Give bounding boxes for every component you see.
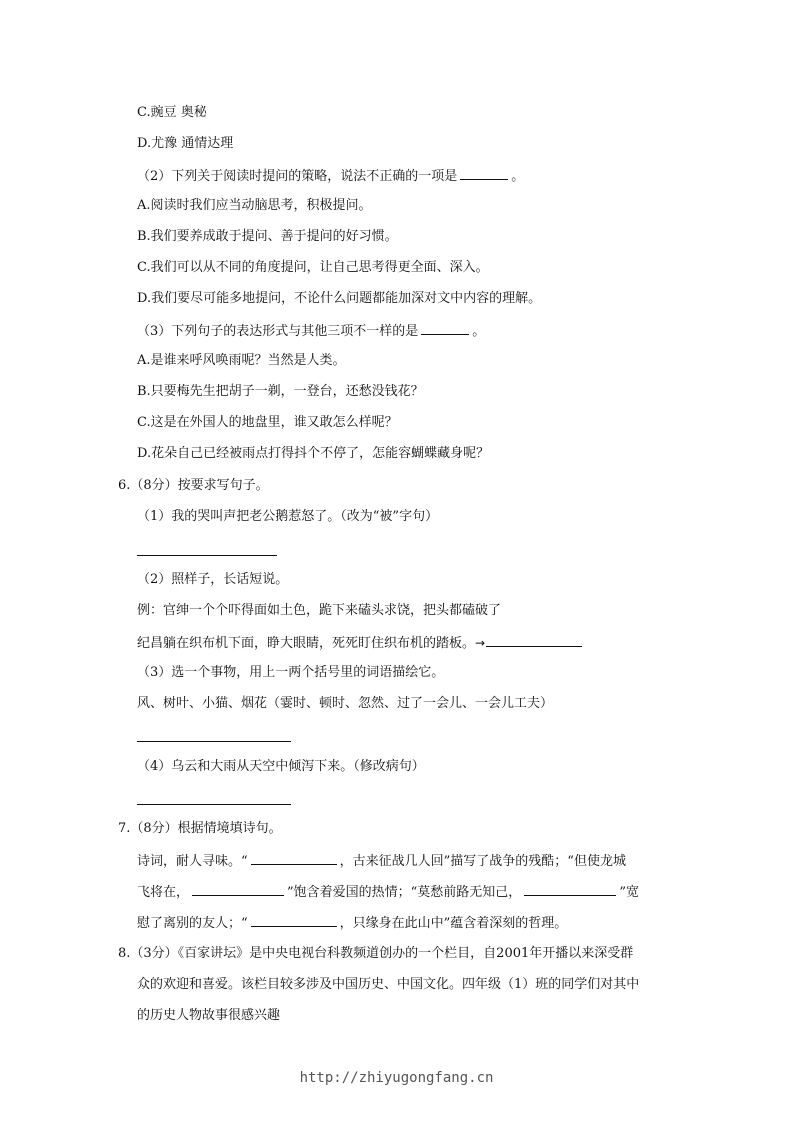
q6-2-task (137, 633, 585, 653)
q8-line-2: 众的欢迎和喜爱。该栏目较多涉及中国历史、中国文化。四年级（1）班的同学们对其中 (137, 977, 640, 992)
q6-2-answer-blank[interactable] (486, 633, 582, 647)
q7-line-2 (137, 882, 639, 902)
q7-blank-3[interactable] (524, 882, 616, 896)
q5-3-stem-end: 。 (472, 324, 486, 339)
q7-line-1-start: 诗词，耐人寻味。“ (137, 854, 248, 869)
q6-3-answer-line[interactable] (137, 741, 291, 742)
q5-2-option-b: B.我们要养成敢于提问、善于提问的好习惯。 (137, 229, 398, 244)
q6-title: 6.（8分）按要求写句子。 (118, 478, 269, 493)
q6-1-prompt: （1）我的哭叫声把老公鹅惹怒了。（改为“被”字句） (137, 509, 439, 524)
q6-4-prompt: （4）乌云和大雨从天空中倾泻下来。（修改病句） (137, 759, 425, 774)
arrow-right-icon: → (475, 636, 486, 650)
q5-2-option-a: A.阅读时我们应当动脑思考，积极提问。 (137, 198, 372, 213)
q5-2-option-d: D.我们要尽可能多地提问，不论什么问题都能加深对文中内容的理解。 (137, 291, 542, 306)
q7-blank-1[interactable] (251, 851, 337, 865)
q6-3-words: 风、树叶、小猫、烟花（霎时、顿时、忽然、过了一会儿、一会儿工夫） (137, 696, 554, 711)
q7-line-3 (137, 913, 567, 933)
q7-title: 7.（8分）根据情境填诗句。 (118, 821, 282, 836)
q5-3-option-c: C.这是在外国人的地盘里，谁又敢怎么样呢？ (137, 415, 398, 430)
q8-line-1: 8.（3分）《百家讲坛》是中央电视台科教频道创办的一个栏目，自2001年开播以来深受群 (118, 946, 634, 961)
q6-1-answer-line[interactable] (137, 555, 277, 556)
q6-2-task-text: 纪昌躺在织布机下面，睁大眼睛，死死盯住织布机的踏板。 (137, 636, 476, 651)
q7-line-1-end: ，古来征战几人回”描写了战争的残酷；“但使龙城 (339, 854, 626, 869)
q6-2-example: 例：官绅一个个吓得面如土色，跪下来磕头求饶，把头都磕破了 (137, 603, 502, 618)
q5-option-c: C.豌豆 奥秘 (137, 105, 207, 120)
q5-2-answer-blank[interactable] (460, 166, 508, 180)
footer-url[interactable]: http://zhiyugongfang.cn (299, 1070, 494, 1086)
q6-3-prompt: （3）选一个事物，用上一两个括号里的词语描绘它。 (137, 665, 445, 680)
q7-blank-4[interactable] (251, 913, 337, 927)
q7-line-1 (137, 851, 626, 871)
q5-2-stem (137, 166, 524, 186)
q5-3-stem-text: （3）下列句子的表达形式与其他三项不一样的是 (137, 324, 419, 339)
q5-3-answer-blank[interactable] (421, 321, 469, 335)
q7-line-2-end: ”宽 (619, 885, 639, 900)
q6-2-prompt: （2）照样子，长话短说。 (137, 572, 289, 587)
q5-2-stem-end: 。 (511, 169, 525, 184)
q7-line-2-start: 飞将在， (137, 885, 190, 900)
q8-line-3: 的历史人物故事很感兴趣 (137, 1008, 281, 1023)
q5-3-option-d: D.花朵自己已经被雨点打得抖个不停了，怎能容蝴蝶藏身呢？ (137, 446, 490, 461)
q5-3-stem (137, 321, 485, 341)
q5-2-option-c: C.我们可以从不同的角度提问，让自己思考得更全面、深入。 (137, 260, 489, 275)
q7-line-3-end: ，只缘身在此山中”蕴含着深刻的哲理。 (339, 916, 568, 931)
q5-3-option-a: A.是谁来呼风唤雨呢？当然是人类。 (137, 353, 346, 368)
q5-option-d: D.尤豫 通情达理 (137, 136, 234, 151)
q6-4-answer-line[interactable] (137, 804, 291, 805)
q5-2-stem-text: （2）下列关于阅读时提问的策略，说法不正确的一项是 (137, 169, 458, 184)
q5-3-option-b: B.只要梅先生把胡子一剃，一登台，还愁没钱花？ (137, 384, 424, 399)
q7-blank-2[interactable] (192, 882, 284, 896)
q7-line-3-start: 慰了离别的友人；“ (137, 916, 248, 931)
q7-line-2-mid: ”饱含着爱国的热情；“莫愁前路无知己， (287, 885, 522, 900)
